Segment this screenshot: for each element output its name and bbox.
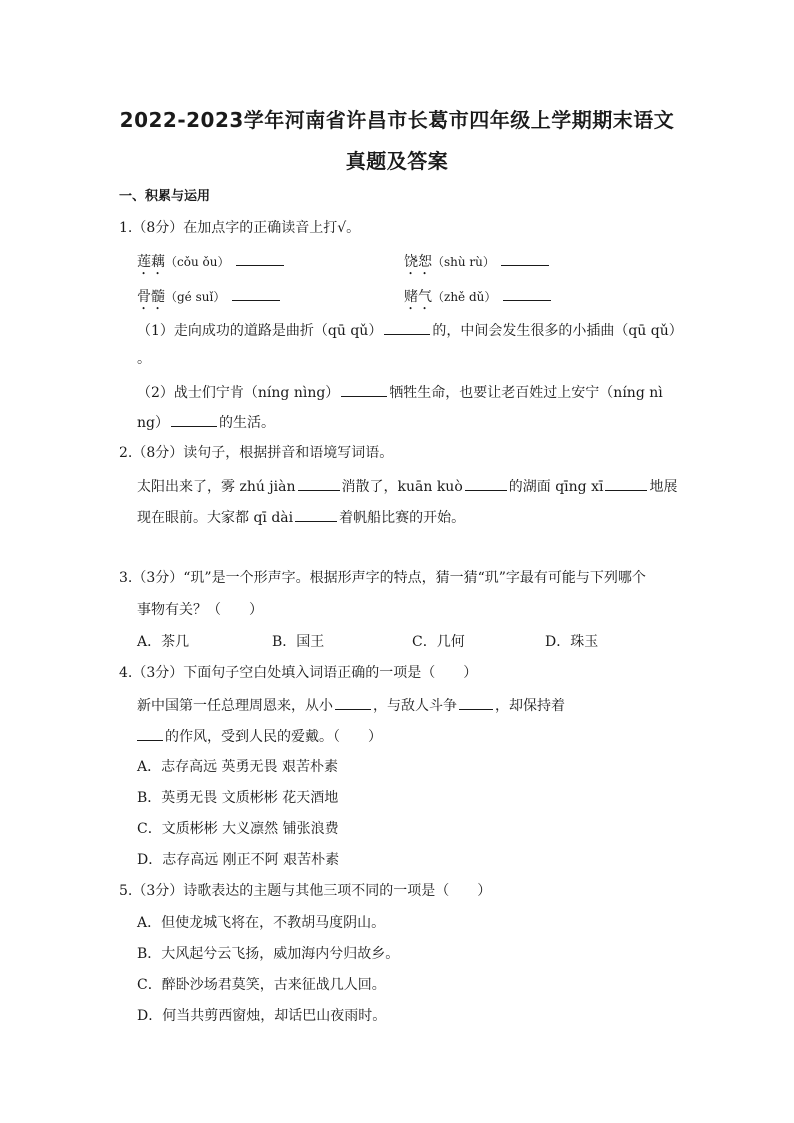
- q4-option-c[interactable]: C．文质彬彬 大义凛然 铺张浪费: [137, 821, 339, 837]
- answer-blank[interactable]: [335, 695, 371, 710]
- q4-option-d[interactable]: D．志存高远 刚正不阿 艰苦朴素: [137, 852, 340, 868]
- q5-option-a[interactable]: A．但使龙城飞将在，不教胡马度阴山。: [137, 915, 386, 931]
- answer-blank[interactable]: [503, 286, 551, 301]
- q1-sentence-1-part: 的，中间会发生很多的小插曲（qū qǔ）: [432, 323, 683, 339]
- answer-blank[interactable]: [341, 382, 387, 397]
- answer-blank[interactable]: [236, 251, 284, 266]
- q1-sentence-1: [137, 320, 683, 340]
- q2-passage-part: 现在眼前。大家都 qī dài: [137, 510, 294, 526]
- q1-item-a-pinyin: （cǒu ǒu）: [165, 255, 230, 269]
- question-2-stem: 2.（8分）读句子，根据拼音和语境写词语。: [119, 445, 394, 461]
- q3-option-b[interactable]: B．国王: [272, 634, 325, 650]
- q4-sentence-part: 的作风，受到人民的爱戴。（ ）: [165, 729, 382, 745]
- question-5-stem: 5.（3分）诗歌表达的主题与其他三项不同的一项是（ ）: [119, 883, 492, 899]
- q2-passage-part: 的湖面 qīng xī: [508, 479, 604, 495]
- question-3-stem: 3.（3分）“玑”是一个形声字。根据形声字的特点，猜一猜“玑”字最有可能与下列哪个: [119, 570, 646, 586]
- answer-blank[interactable]: [137, 726, 163, 741]
- question-4-stem: 4.（3分）下面句子空白处填入词语正确的一项是（ ）: [119, 665, 478, 681]
- q1-item-c-word: 骨髓: [137, 289, 165, 305]
- answer-blank[interactable]: [501, 251, 549, 266]
- q1-sentence-2: [137, 382, 663, 402]
- answer-blank[interactable]: [459, 695, 493, 710]
- q4-sentence-part: ，却保持着: [495, 698, 565, 714]
- q1-item-d-word: 赌气: [404, 289, 432, 305]
- q2-passage-line-1: [137, 476, 677, 496]
- answer-blank[interactable]: [605, 476, 647, 491]
- section-heading: 一、积累与运用: [119, 189, 211, 204]
- q1-sentence-2-part: ng）: [137, 415, 169, 431]
- question-1-stem: 1.（8分）在加点字的正确读音上打√。: [119, 220, 361, 236]
- q3-option-c[interactable]: C．几何: [412, 634, 465, 650]
- answer-blank[interactable]: [171, 412, 217, 427]
- q2-passage-part: 太阳出来了，雾 zhú jiàn: [137, 479, 296, 495]
- q1-sentence-2-part: 的生活。: [218, 415, 275, 431]
- answer-blank[interactable]: [232, 286, 280, 301]
- q4-option-a[interactable]: A．志存高远 英勇无畏 艰苦朴素: [137, 759, 339, 775]
- question-3-stem-cont: 事物有关？（ ）: [137, 602, 263, 618]
- q4-sentence-part: ，与敌人斗争: [373, 698, 457, 714]
- q1-item-b: [404, 251, 551, 278]
- q1-sentence-1-end: 。: [137, 351, 151, 367]
- q3-option-d[interactable]: D．珠玉: [545, 634, 599, 650]
- q1-sentence-2-part: （2）战士们宁肯（níng nìng）: [137, 385, 340, 401]
- q1-item-c: [137, 286, 282, 313]
- answer-blank[interactable]: [465, 476, 507, 491]
- q1-item-b-pinyin: （shù rù）: [432, 255, 495, 269]
- q1-sentence-1-part: （1）走向成功的道路是曲折（qū qǔ）: [137, 323, 383, 339]
- q4-sentence-line-1: [137, 695, 565, 715]
- answer-blank[interactable]: [298, 476, 340, 491]
- q1-sentence-2-part: 牺牲生命，也要让老百姓过上安宁（níng nì: [389, 385, 663, 401]
- q4-sentence-line-2: [137, 726, 382, 746]
- q1-item-d: [404, 286, 553, 313]
- q5-option-d[interactable]: D．何当共剪西窗烛，却话巴山夜雨时。: [137, 1008, 387, 1024]
- page-title-continued: 真题及答案: [345, 149, 449, 173]
- q4-option-b[interactable]: B．英勇无畏 文质彬彬 花天酒地: [137, 790, 339, 806]
- q1-sentence-2-cont: [137, 412, 275, 432]
- q3-option-a[interactable]: A．茶几: [137, 634, 190, 650]
- q5-option-b[interactable]: B．大风起兮云飞扬，威加海内兮归故乡。: [137, 946, 400, 962]
- page-title: 2022-2023学年河南省许昌市长葛市四年级上学期期末语文: [119, 108, 675, 132]
- q4-sentence-part: 新中国第一任总理周恩来，从小: [137, 698, 333, 714]
- q1-item-a: [137, 251, 286, 278]
- answer-blank[interactable]: [295, 507, 337, 522]
- q2-passage-part: 消散了，kuān kuò: [341, 479, 463, 495]
- q2-passage-part: 地展: [649, 479, 678, 495]
- q1-item-b-word: 饶恕: [404, 254, 432, 270]
- q1-item-d-pinyin: （zhě dǔ）: [432, 290, 497, 304]
- q1-item-c-pinyin: （gé suǐ）: [165, 290, 226, 304]
- answer-blank[interactable]: [384, 320, 430, 335]
- q1-item-a-word: 莲藕: [137, 254, 165, 270]
- q2-passage-part: 着帆船比赛的开始。: [339, 510, 466, 526]
- q5-option-c[interactable]: C．醉卧沙场君莫笑，古来征战几人回。: [137, 977, 386, 993]
- q2-passage-line-2: [137, 507, 465, 527]
